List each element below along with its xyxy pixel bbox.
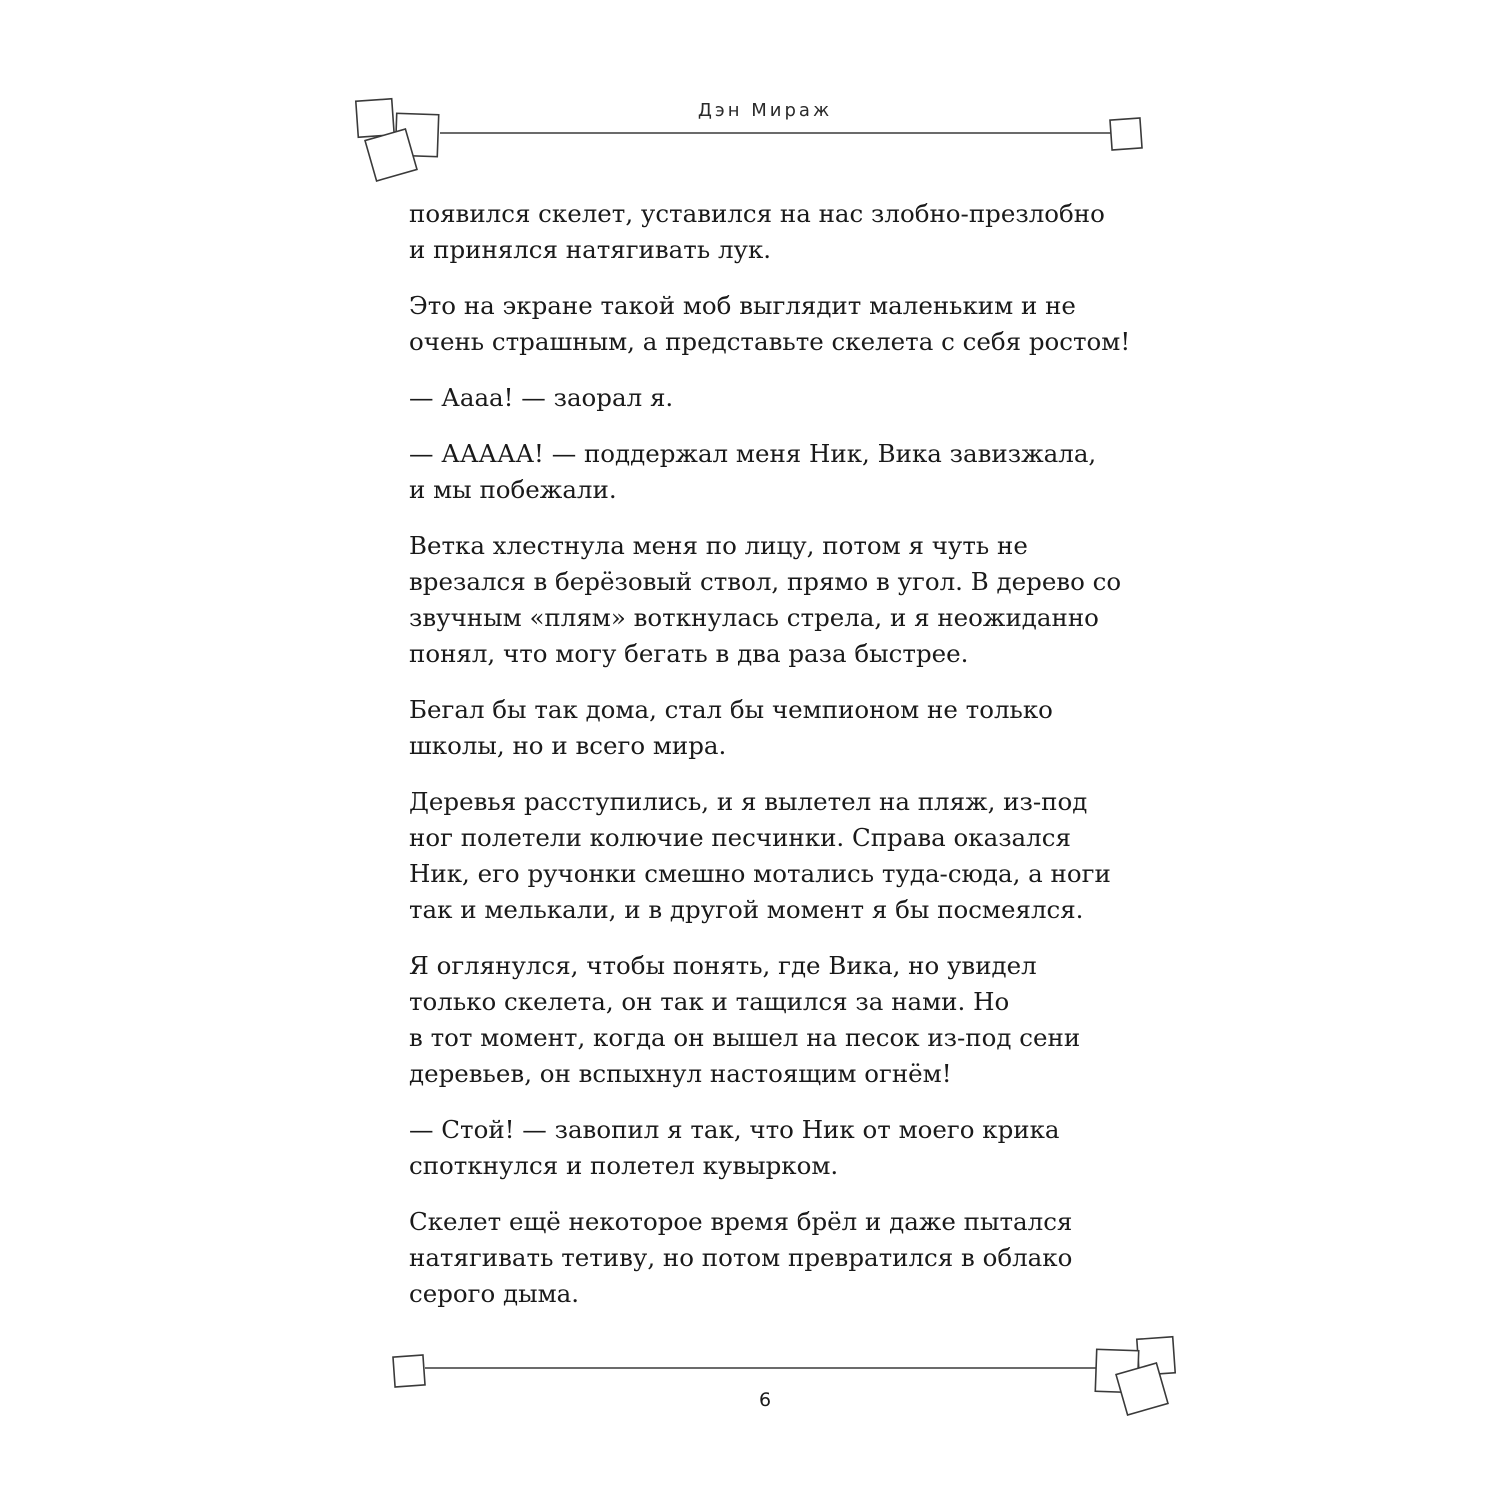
paragraph xyxy=(409,528,1149,672)
text-line: натягивать тетиву, но потом превратился в облако xyxy=(409,1243,1073,1272)
paragraph xyxy=(409,288,1149,360)
text-line: Я оглянулся, чтобы понять, где Вика, но увидел xyxy=(409,951,1037,980)
bottom-left-square xyxy=(393,1355,425,1387)
paragraph xyxy=(409,1204,1149,1312)
text-line: Ник, его ручонки смешно мотались туда-сюда, а ноги xyxy=(409,859,1111,888)
paragraph xyxy=(409,436,1149,508)
text-line: Это на экране такой моб выглядит маленьким и не xyxy=(409,291,1076,320)
text-line: только скелета, он так и тащился за нами. Но xyxy=(409,987,1010,1016)
paragraph xyxy=(409,784,1149,928)
text-line: появился скелет, уставился на нас злобно-презлобно xyxy=(409,199,1105,228)
text-line: споткнулся и полетел кувырком. xyxy=(409,1151,839,1180)
text-line: Бегал бы так дома, стал бы чемпионом не только xyxy=(409,695,1053,724)
text-line: понял, что могу бегать в два раза быстрее. xyxy=(409,639,969,668)
text-line: деревьев, он вспыхнул настоящим огнём! xyxy=(409,1059,952,1088)
text-line: ног полетели колючие песчинки. Справа оказался xyxy=(409,823,1071,852)
paragraph xyxy=(409,196,1149,268)
text-line: в тот момент, когда он вышел на песок из-под сени xyxy=(409,1023,1081,1052)
paragraph xyxy=(409,1112,1149,1184)
text-line: Ветка хлестнула меня по лицу, потом я чуть не xyxy=(409,531,1028,560)
body-text xyxy=(409,196,1149,1332)
text-line: так и мелькали, и в другой момент я бы посмеялся. xyxy=(409,895,1084,924)
text-line: Скелет ещё некоторое время брёл и даже пытался xyxy=(409,1207,1073,1236)
text-line: — Аааа! — заорал я. xyxy=(409,383,674,412)
paragraph xyxy=(409,948,1149,1092)
top-right-square xyxy=(1110,118,1142,150)
text-line: Деревья расступились, и я вылетел на пляж, из-под xyxy=(409,787,1088,816)
text-line: и мы побежали. xyxy=(409,475,617,504)
text-line: врезался в берёзовый ствол, прямо в угол. В дерево со xyxy=(409,567,1122,596)
text-line: и принялся натягивать лук. xyxy=(409,235,772,264)
text-line: — Стой! — завопил я так, что Ник от моего крика xyxy=(409,1115,1060,1144)
running-header-author: Дэн Мираж xyxy=(697,100,833,121)
text-line: очень страшным, а представьте скелета с себя ростом! xyxy=(409,327,1131,356)
text-line: школы, но и всего мира. xyxy=(409,731,727,760)
text-line: — ААААА! — поддержал меня Ник, Вика завизжала, xyxy=(409,439,1097,468)
text-line: звучным «плям» воткнулась стрела, и я неожиданно xyxy=(409,603,1099,632)
text-line: серого дыма. xyxy=(409,1279,580,1308)
paragraph xyxy=(409,380,1149,416)
page-number: 6 xyxy=(758,1389,772,1411)
paragraph xyxy=(409,692,1149,764)
